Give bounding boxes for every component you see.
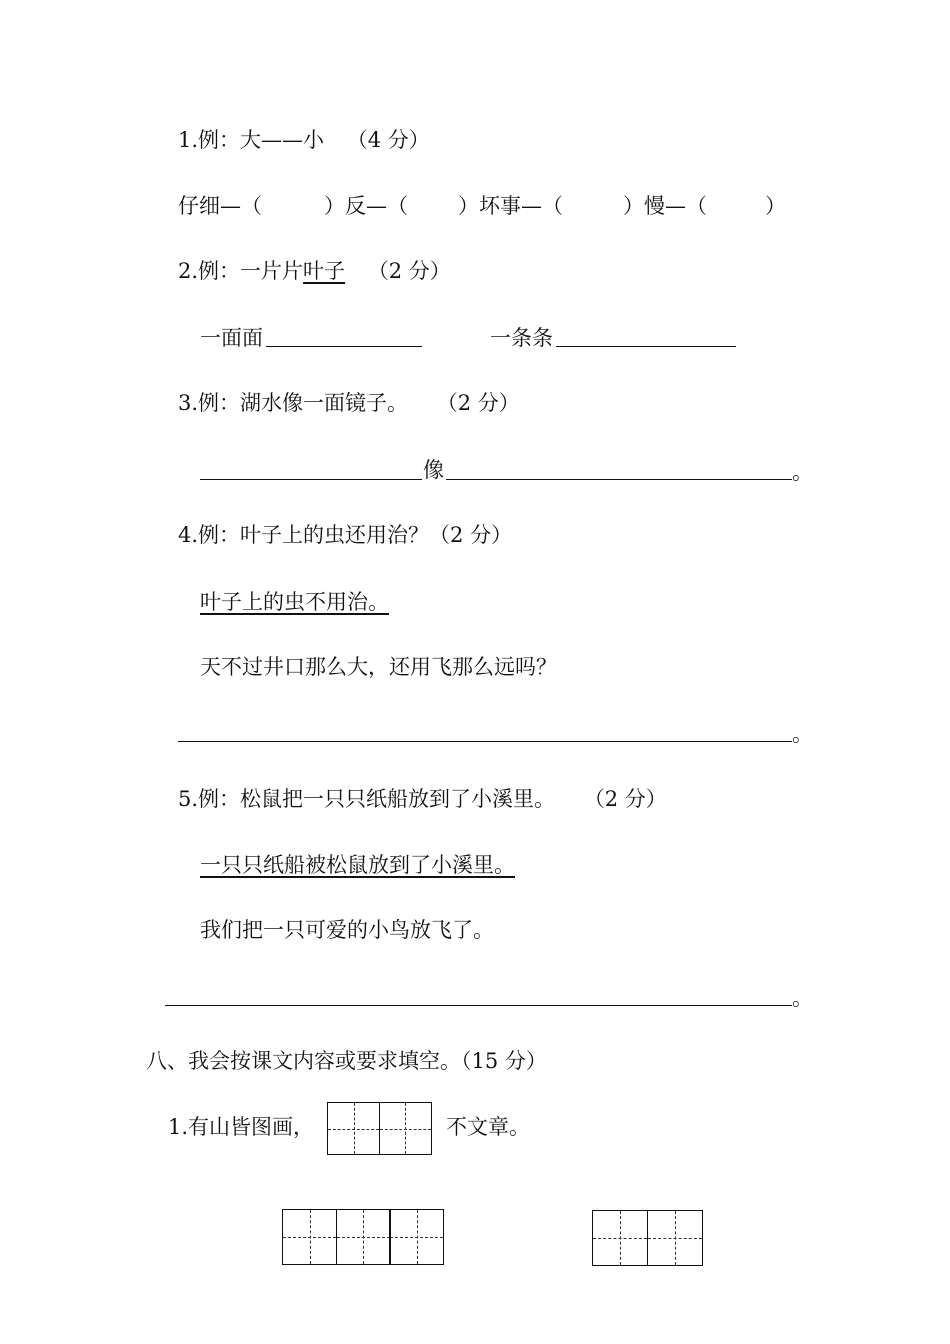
q4-question: 天不过井口那么大，还用飞那么远吗？ — [200, 655, 557, 679]
section8-item1-suffix: 不文章。 — [446, 1115, 530, 1139]
q2-example-word: 叶子 — [303, 259, 346, 283]
q2-blank-2[interactable] — [556, 346, 736, 347]
section8-grid-b[interactable] — [592, 1210, 703, 1266]
q4-blank[interactable] — [178, 741, 792, 742]
section8-item1-prefix: 1.有山皆图画， — [168, 1115, 315, 1139]
q4-example: 4.例：叶子上的虫还用治？（2 分） — [178, 523, 513, 547]
q5-question: 我们把一只可爱的小鸟放飞了。 — [200, 918, 494, 942]
q1-word-4: ）慢—（ — [623, 194, 707, 218]
q5-example-text: 5.例：松鼠把一只只纸船放到了小溪里。 — [178, 787, 556, 811]
q3-blank-1[interactable] — [200, 479, 422, 480]
q1-word-2: ）反—（ — [324, 194, 408, 218]
q4-answer: 叶子上的虫不用治。 — [200, 590, 389, 614]
q2-item-1: 一面面 — [200, 326, 263, 350]
writing-cell[interactable] — [592, 1210, 648, 1266]
q1-word-5: ） — [765, 194, 786, 218]
writing-cell[interactable] — [336, 1209, 391, 1265]
q4-period: 。 — [792, 722, 813, 746]
writing-cell[interactable] — [282, 1209, 337, 1265]
q2-blank-1[interactable] — [266, 346, 422, 347]
q1-score: （4 分） — [346, 128, 430, 152]
section8-item1-grid[interactable] — [327, 1102, 432, 1155]
writing-cell[interactable] — [327, 1102, 380, 1155]
q3-example-text: 3.例：湖水像一面镜子。 — [178, 391, 409, 415]
q5-answer: 一只只纸船被松鼠放到了小溪里。 — [200, 853, 515, 877]
q3-score: （2 分） — [436, 391, 520, 415]
q3-blank-2[interactable] — [446, 479, 792, 480]
q1-words-row — [178, 192, 786, 220]
q1-example — [178, 126, 430, 154]
writing-cell[interactable] — [379, 1102, 432, 1155]
q3-middle-word: 像 — [423, 458, 444, 482]
q5-example — [178, 785, 667, 813]
q5-period: 。 — [792, 986, 813, 1010]
q3-period: 。 — [792, 460, 813, 484]
q2-example-prefix: 2.例：一片片 — [178, 259, 304, 283]
q1-word-3: ）坏事—（ — [458, 194, 563, 218]
q1-word-1: 仔细—（ — [178, 194, 262, 218]
q2-item-2: 一条条 — [490, 326, 553, 350]
q3-example — [178, 389, 520, 417]
writing-cell[interactable] — [389, 1209, 444, 1265]
q2-example — [178, 257, 451, 285]
section8-title: 八、我会按课文内容或要求填空。（15 分） — [146, 1049, 547, 1073]
writing-cell[interactable] — [647, 1210, 703, 1266]
q5-score: （2 分） — [583, 787, 667, 811]
section8-grid-a[interactable] — [282, 1209, 444, 1265]
q5-blank[interactable] — [165, 1005, 792, 1006]
q2-score: （2 分） — [367, 259, 451, 283]
q1-example-text: 1.例：大——小 — [178, 128, 325, 152]
